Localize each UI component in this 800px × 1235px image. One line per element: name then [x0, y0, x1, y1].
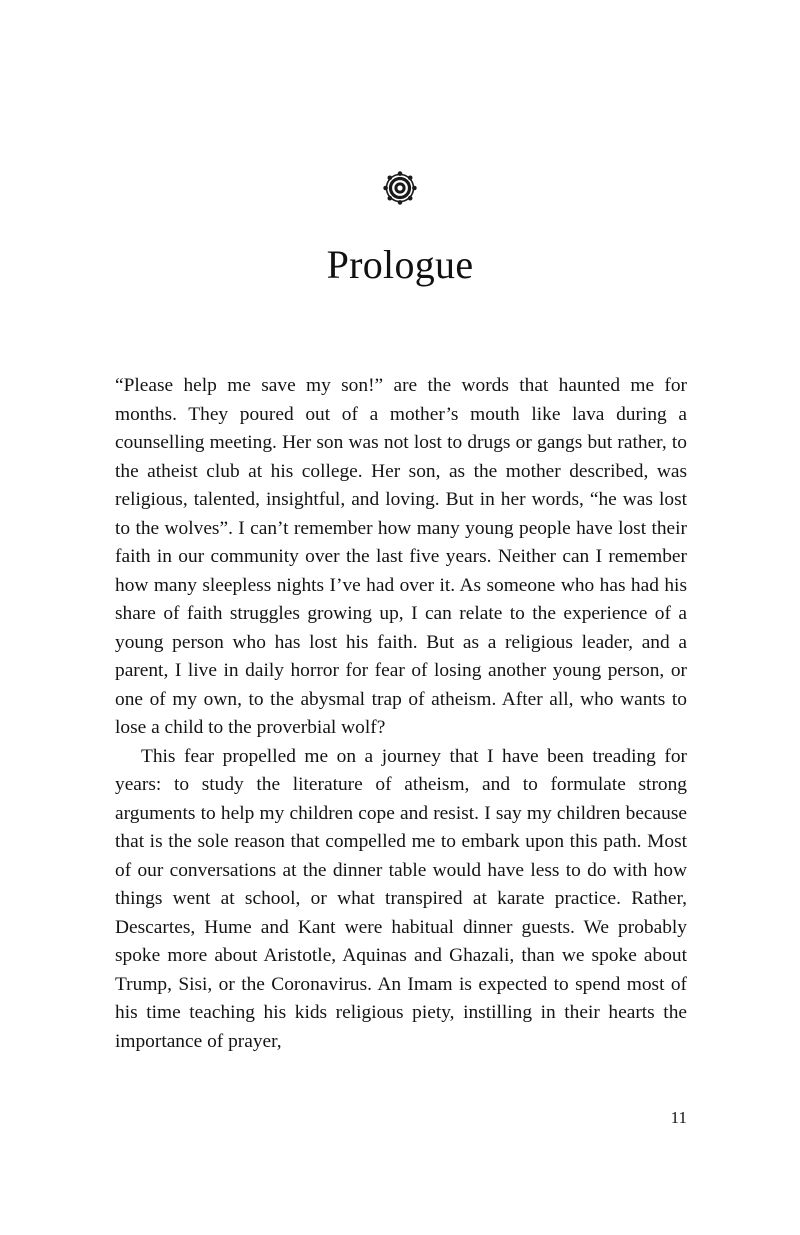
page-title: Prologue — [326, 241, 474, 287]
paragraph-1: “Please help me save my son!” are the words that haunted me for months. They poured out of a mother’s mouth like lava during a counselling meeting. Her son was not lost to drugs or gangs but rather, to the atheist club at his college. Her son, as the mother described, was religious, talented, insightful, and loving. But in her words, “he was lost to the wolves”. I can’t remember how many young people have lost their faith in our community over the last five years. Neither can I remember how many sleepless nights I’ve had over it. As someone who has had his share of faith struggles growing up, I can relate to the experience of a young person who has lost his faith. But as a religious leader, and a parent, I live in daily horror for fear of losing another young person, or one of my own, to the abysmal trap of atheism. After all, who wants to lose a child to the proverbial wolf? — [115, 375, 687, 738]
paragraph-2: This fear propelled me on a journey that I have been treading for years: to study the literature of atheism, and to formulate strong arguments to help my children cope and resist. I say my children because that is the sole reason that compelled me to embark upon this path. Most of our conversations at the dinner table would have less to do with how things went at school, or what transpired at karate practice. Rather, Descartes, Hume and Kant were habitual dinner guests. We probably spoke more about Aristotle, Aquinas and Ghazali, than we spoke about Trump, Sisi, or the Coronavirus. An Imam is expected to spend most of his time teaching his kids religious piety, instilling in their hearts the importance of prayer, — [115, 745, 687, 1052]
rosette-ornament-icon — [0, 168, 800, 208]
body-text — [115, 372, 687, 1056]
page-number: 11 — [670, 1108, 687, 1127]
